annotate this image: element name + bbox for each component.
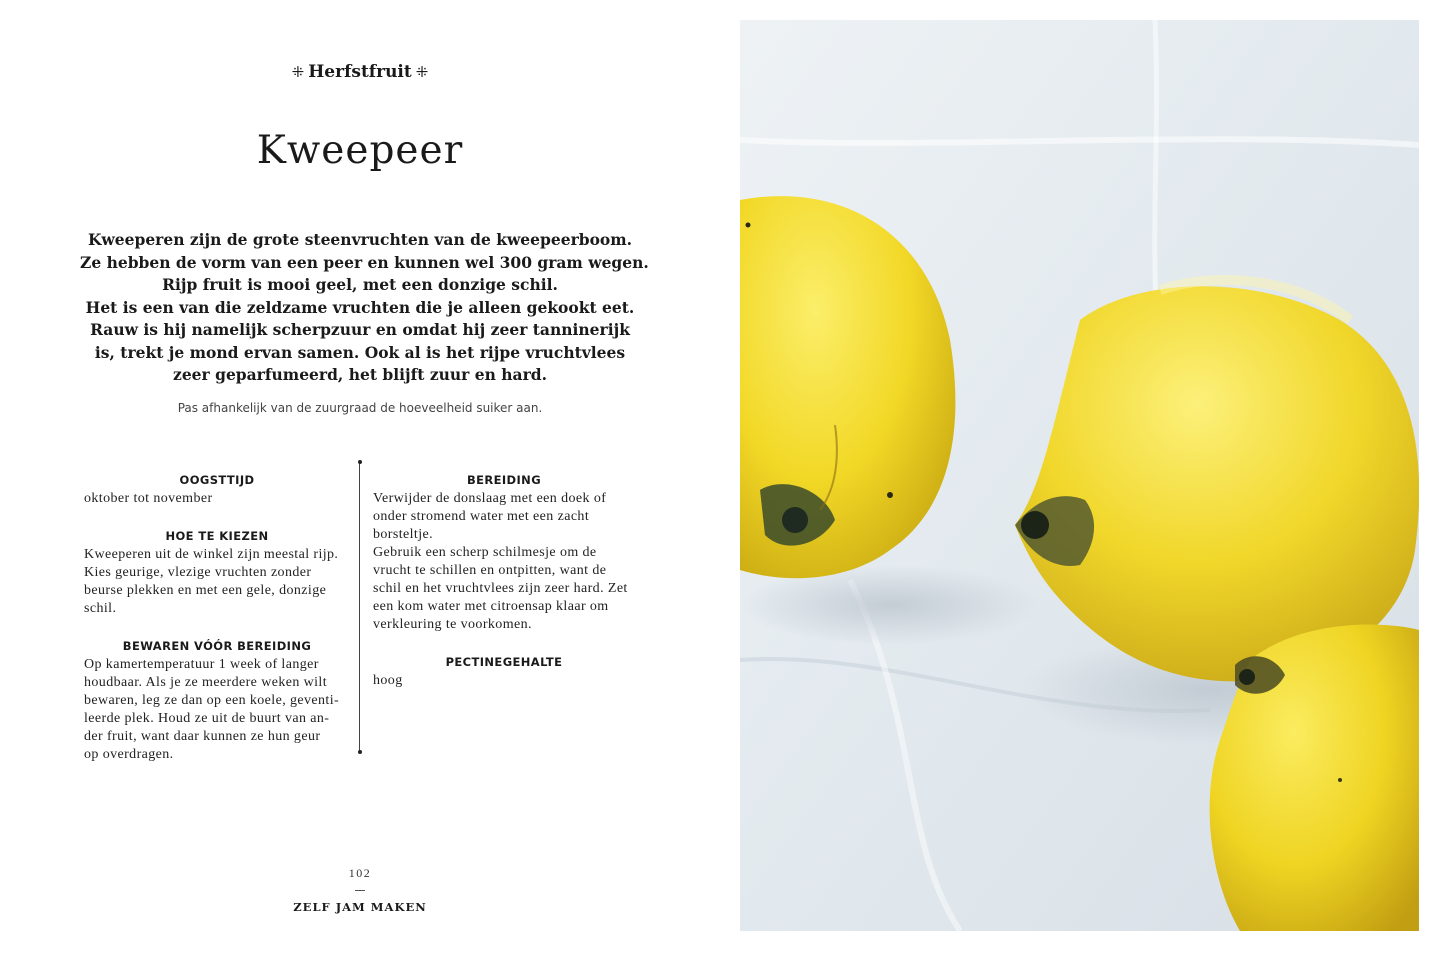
body-line: hoog [373,673,403,688]
intro-line: Rijp fruit is mooi geel, met een donzige schil. [162,275,558,294]
body-line: oktober tot november [84,491,213,506]
section-kicker [0,62,720,82]
body-line: schil. [84,601,117,616]
asterisk-ornament-icon: ⁜ [415,63,429,81]
intro-line: zeer geparfumeerd, het blijft zuur en hard. [173,365,547,384]
body-line: borsteltje. [373,527,433,542]
section-heading: PECTINEGEHALTE [445,655,563,669]
section-how-to-choose [84,528,350,618]
body-line: onder stromend water met een zacht [373,509,590,524]
running-footer: ZELF JAM MAKEN [293,900,427,914]
section-heading: BEWAREN VÓÓR BEREIDING [122,639,312,653]
section-body [373,490,635,634]
asterisk-ornament-icon: ⁜ [291,63,305,81]
body-line: Kies geurige, vlezige vruchten zonder [84,565,312,580]
intro-line: Ze hebben de vorm van een peer en kunnen wel 300 gram wegen. [80,252,649,272]
intro-line: Het is een van die zeldzame vruchten die je alleen gekookt eet. [85,297,635,317]
section-preparation [373,472,635,634]
body-line: Kweeperen uit de winkel zijn meestal rijp. [84,547,339,562]
body-line: bewaren, leg ze dan op een koele, geventi- [84,693,340,708]
body-line: op overdragen. [84,747,174,762]
info-column-right [373,472,635,710]
body-line: vrucht te schillen en ontpitten, want de [373,563,607,578]
body-line: een kom water met citroensap klaar om [373,599,609,614]
section-heading: BEREIDING [466,473,542,487]
section-body [84,546,350,618]
sugar-note: Pas afhankelijk van de zuurgraad de hoeveelheid suiker aan. [177,401,543,415]
section-pectin [373,654,635,690]
section-body [84,490,350,508]
intro-paragraph [80,229,649,387]
section-harvest [84,472,350,508]
body-line: Verwijder de donslaag met een doek of [373,491,607,506]
page-number: 102 [348,866,372,880]
quince-photo [740,20,1419,931]
body-line: leerde plek. Houd ze uit de buurt van an- [84,711,330,726]
section-heading: OOGSTTIJD [179,473,255,487]
quince-right-lower [1210,624,1419,931]
body-line: beurse plekken en met een gele, donzige [84,583,327,598]
folio-dash [355,890,365,891]
section-body [373,672,635,690]
intro-line: Rauw is hij namelijk scherpzuur en omdat hij zeer tanninerijk [90,320,630,339]
body-line: verkleuring te voorkomen. [373,617,532,632]
section-kicker-label: Herfstfruit [308,62,412,82]
info-column-left [84,472,350,784]
body-line: houdbaar. Als je ze meerdere weken wilt [84,675,328,690]
body-line: Gebruik een scherp schilmesje om de [373,545,597,560]
intro-line: is, trekt je mond ervan samen. Ook al is het rijpe vruchtvlees [94,342,626,362]
section-storage [84,638,350,764]
section-body [84,656,350,764]
body-line: der fruit, want daar kunnen ze hun geur [84,729,321,744]
body-line: schil en het vruchtvlees zijn zeer hard. Zet [373,581,628,596]
section-heading: HOE TE KIEZEN [165,529,269,543]
intro-line: Kweeperen zijn de grote steenvruchten van de kweepeerboom. [87,230,633,249]
page-title: Kweepeer [256,128,464,173]
body-line: Op kamertemperatuur 1 week of langer [84,657,319,672]
column-divider [359,463,360,751]
